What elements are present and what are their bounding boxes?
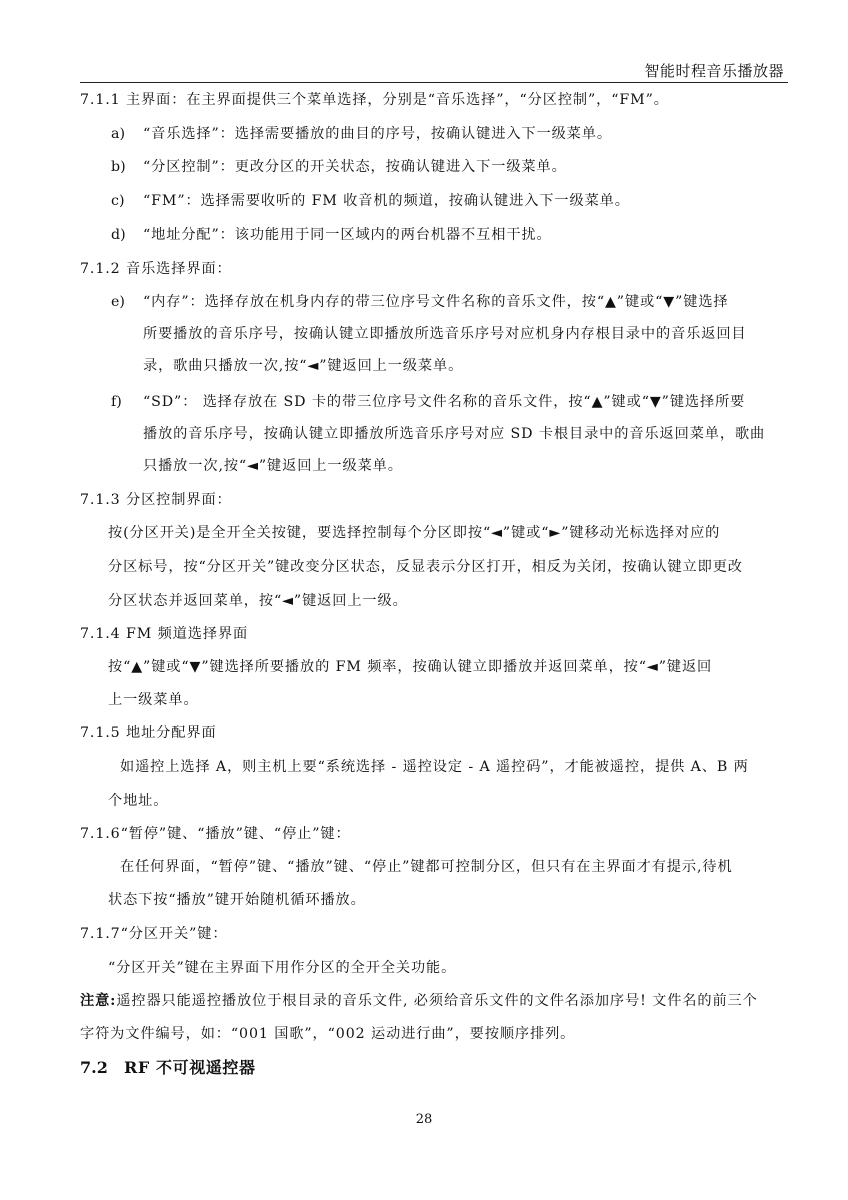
item-marker-c: c): [111, 193, 125, 209]
item-marker-a: a): [111, 126, 125, 142]
note-line-2: 字符为文件编号，如：“001 国歌”，“002 运动进行曲”，要按顺序排列。: [80, 1026, 576, 1042]
section-7-1-7-heading: 7.1.7“分区开关”键：: [80, 926, 228, 942]
running-header-title: 智能时程音乐播放器: [644, 62, 784, 80]
item-e-line-2: 所要播放的音乐序号，按确认键立即播放所选音乐序号对应机身内存根目录中的音乐返回目: [143, 326, 747, 342]
section-7-1-3-line-1: 按(分区开关)是全开全关按键，要选择控制每个分区即按“◄”键或“►”键移动光标选择对应的: [108, 525, 721, 541]
section-7-1-4-line-2: 上一级菜单。: [108, 692, 199, 708]
section-7-1-6-line-2: 状态下按“播放”键开始随机循环播放。: [108, 892, 366, 908]
item-f-line-2: 播放的音乐序号，按确认键立即播放所选音乐序号对应 SD 卡根目录中的音乐返回菜单，歌曲: [143, 426, 766, 442]
section-7-1-3-line-3: 分区状态并返回菜单，按“◄”键返回上一级。: [108, 593, 408, 609]
section-7-1-3-line-2: 分区标号，按“分区开关”键改变分区状态，反显表示分区打开，相反为关闭，按确认键立即更改: [108, 559, 743, 575]
page-number: 28: [415, 1112, 433, 1127]
section-7-1-4-heading: 7.1.4 FM 频道选择界面: [80, 626, 249, 642]
section-7-1-2-heading: 7.1.2 音乐选择界面：: [80, 261, 232, 277]
item-marker-d: d): [111, 227, 126, 243]
section-7-2-number: 7.2: [80, 1058, 108, 1077]
section-7-1-1-line: 7.1.1 主界面：在主界面提供三个菜单选择，分别是“音乐选择”，“分区控制”，“FM”。: [80, 92, 669, 108]
item-marker-f: f): [111, 394, 122, 410]
item-marker-e: e): [111, 294, 125, 310]
item-e-line-1: “内存”：选择存放在机身内存的带三位序号文件名称的音乐文件，按“▲”键或“▼”键选择: [143, 294, 729, 310]
section-7-1-6-heading: 7.1.6“暂停”键、“播放”键、“停止”键：: [80, 826, 351, 842]
section-7-2-title: RF 不可视遥控器: [124, 1058, 256, 1077]
section-7-1-4-line-1: 按“▲”键或“▼”键选择所要播放的 FM 频率，按确认键立即播放并返回菜单，按“◄”键返回: [108, 659, 713, 675]
header-rule: [80, 82, 788, 83]
section-7-1-5-line-1: 如遥控上选择 A，则主机上要“系统选择 - 遥控设定 - A 遥控码”，才能被遥控，提供 A、B 两: [120, 759, 749, 775]
item-f-line-1: “SD”： 选择存放在 SD 卡的带三位序号文件名称的音乐文件，按“▲”键或“▼”键选择所要: [143, 394, 746, 410]
section-7-1-5-heading: 7.1.5 地址分配界面: [80, 725, 217, 741]
item-text-c: “FM”：选择需要收听的 FM 收音机的频道，按确认键进入下一级菜单。: [143, 193, 630, 209]
section-7-1-7-line: “分区开关”键在主界面下用作分区的全开全关功能。: [108, 960, 457, 976]
item-marker-b: b): [111, 159, 126, 175]
section-7-1-6-line-1: 在任何界面，“暂停”键、“播放”键、“停止”键都可控制分区，但只有在主界面才有提示,待机: [120, 859, 733, 875]
item-e-line-3: 录，歌曲只播放一次,按“◄”键返回上一级菜单。: [143, 358, 464, 374]
item-text-b: “分区控制”：更改分区的开关状态，按确认键进入下一级菜单。: [143, 159, 567, 175]
section-7-1-3-heading: 7.1.3 分区控制界面：: [80, 492, 232, 508]
item-text-d: “地址分配”：该功能用于同一区域内的两台机器不互相干扰。: [143, 227, 552, 243]
note-text-1: 遥控器只能遥控播放位于根目录的音乐文件, 必须给音乐文件的文件名添加序号! 文件名的前三个: [116, 993, 758, 1009]
section-7-1-5-line-2: 个地址。: [108, 793, 169, 809]
item-text-a: “音乐选择”：选择需要播放的曲目的序号，按确认键进入下一级菜单。: [143, 126, 612, 142]
item-f-line-3: 只播放一次,按“◄”键返回上一级菜单。: [143, 458, 403, 474]
note-line-1: [80, 991, 758, 1011]
note-label: 注意:: [80, 993, 117, 1009]
